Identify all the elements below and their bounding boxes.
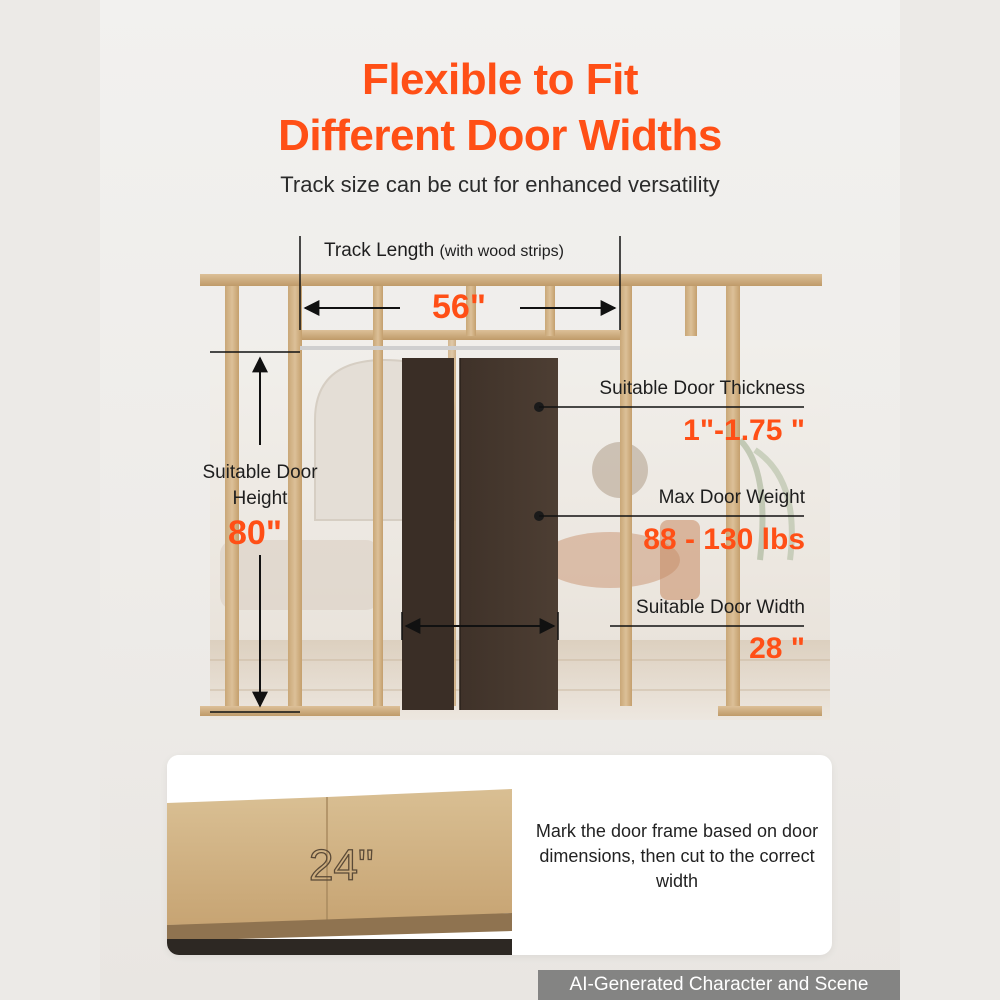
track-length-note: (with wood strips): [439, 243, 564, 260]
thickness-value: 1"-1.75 ": [683, 414, 805, 447]
weight-label: Max Door Weight: [658, 487, 805, 508]
width-value: 28 ": [749, 632, 805, 665]
engraved-mark: 24": [309, 841, 374, 890]
track-length-value: 56": [432, 288, 486, 326]
ai-generated-badge: AI-Generated Character and Scene: [538, 970, 900, 1000]
height-label-line-2: Height: [232, 488, 288, 509]
width-label: Suitable Door Width: [636, 597, 805, 618]
weight-value: 88 - 130 lbs: [643, 523, 805, 556]
title-line-2: Different Door Widths: [278, 111, 722, 160]
instruction-card: [167, 755, 832, 955]
title-line-1: Flexible to Fit: [361, 55, 639, 104]
height-value: 80": [228, 514, 282, 552]
sliding-door: [402, 358, 558, 710]
track-length-title: Track Length: [324, 240, 435, 261]
door-frame-closeup-photo: [167, 755, 512, 955]
height-label-line-1: Suitable Door: [202, 462, 318, 483]
height-label: [194, 460, 326, 512]
instruction-text: Mark the door frame based on door dimensions, then cut to the correct width: [535, 821, 819, 891]
track-length-label: [324, 240, 564, 262]
thickness-label: Suitable Door Thickness: [599, 378, 805, 399]
page-subtitle: Track size can be cut for enhanced versatility: [280, 172, 720, 197]
product-infographic: [100, 0, 900, 1000]
